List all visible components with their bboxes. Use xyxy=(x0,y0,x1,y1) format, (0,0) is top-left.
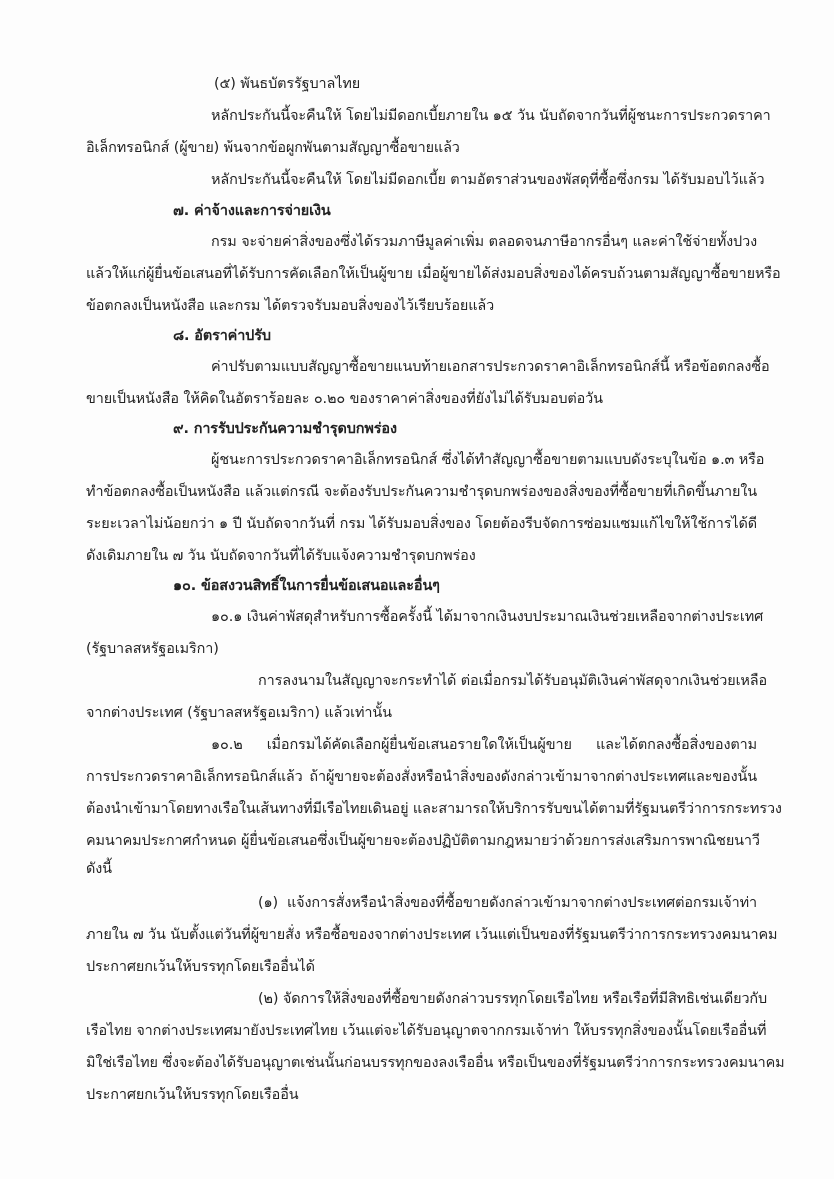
paragraph-line: จากต่างประเทศ (รัฐบาลสหรัฐอเมริกา) แล้วเท่านั้น xyxy=(86,705,392,721)
paragraph-line: ทำข้อตกลงซื้อเป็นหนังสือ แล้วแต่กรณี จะต้องรับประกันความชำรุดบกพร่องของสิ่งของที่ซื้อขายที่เกิดขึ้นภายใน xyxy=(86,484,757,500)
paragraph-line: ดังนี้ xyxy=(86,861,112,877)
paragraph-line: ดังเดิมภายใน ๗ วัน นับถัดจากวันที่ได้รับแจ้งความชำรุดบกพร่อง xyxy=(86,548,476,564)
paragraph-line: ขายเป็นหนังสือ ให้คิดในอัตราร้อยละ ๐.๒๐ ของราคาค่าสิ่งของที่ยังไม่ได้รับมอบต่อวัน xyxy=(86,391,603,407)
section-9-heading: ๙. การรับประกันความชำรุดบกพร่อง xyxy=(173,421,397,437)
paragraph-line: ผู้ชนะการประกวดราคาอิเล็กทรอนิกส์ ซึ่งได้ทำสัญญาซื้อขายตามแบบดังระบุในข้อ ๑.๓ หรือ xyxy=(211,452,765,468)
paragraph-line: มิใช่เรือไทย ซึ่งจะต้องได้รับอนุญาตเช่นนั้นก่อนบรรทุกของลงเรืออื่น หรือเป็นของที่รัฐมนตรีว่าการกระทรวงคมนาคม xyxy=(86,1055,785,1071)
paragraph-line: การลงนามในสัญญาจะกระทำได้ ต่อเมื่อกรมได้รับอนุมัติเงินค่าพัสดุจากเงินช่วยเหลือ xyxy=(258,673,768,689)
paragraph-line: คมนาคมประกาศกำหนด ผู้ยื่นข้อเสนอซึ่งเป็นผู้ขายจะต้องปฏิบัติตามกฎหมายว่าด้วยการส่งเสริมการพาณิชยนาวี xyxy=(86,833,760,849)
paragraph-line: ประกาศยกเว้นให้บรรทุกโดยเรืออื่น xyxy=(86,1087,299,1103)
paragraph-line: หลักประกันนี้จะคืนให้ โดยไม่มีดอกเบี้ย ตามอัตราส่วนของพัสดุที่ซื้อซึ่งกรม ได้รับมอบไว้แล้ว xyxy=(211,172,765,188)
paragraph-line: การประกวดราคาอิเล็กทรอนิกส์แล้ว ถ้าผู้ขายจะต้องสั่งหรือนำสิ่งของดังกล่าวเข้ามาจากต่างประเทศและของนั้น xyxy=(86,769,757,785)
paragraph-line: ระยะเวลาไม่น้อยกว่า ๑ ปี นับถัดจากวันที่ กรม ได้รับมอบสิ่งของ โดยต้องรีบจัดการซ่อมแซมแก้ไขให้ใช้การได้ดี xyxy=(86,516,757,532)
paragraph-line: ต้องนำเข้ามาโดยทางเรือในเส้นทางที่มีเรือไทยเดินอยู่ และสามารถให้บริการรับขนได้ตามที่รัฐมนตรีว่าการกระทรวง xyxy=(86,801,782,817)
item-5-thai-govt-bond: (๕) พันธบัตรรัฐบาลไทย xyxy=(214,76,361,92)
paragraph-line: ๑๐.๒ เมื่อกรมได้คัดเลือกผู้ยื่นข้อเสนอรายใดให้เป็นผู้ขาย และได้ตกลงซื้อสิ่งของตาม xyxy=(211,737,757,753)
paragraph-line: ๑๐.๑ เงินค่าพัสดุสำหรับการซื้อครั้งนี้ ได้มาจากเงินงบประมาณเงินช่วยเหลือจากต่างประเทศ xyxy=(211,609,764,625)
paragraph-line: ประกาศยกเว้นให้บรรทุกโดยเรืออื่นได้ xyxy=(86,959,315,975)
paragraph-line: ข้อตกลงเป็นหนังสือ และกรม ได้ตรวจรับมอบสิ่งของไว้เรียบร้อยแล้ว xyxy=(86,298,495,314)
paragraph-line: ค่าปรับตามแบบสัญญาซื้อขายแนบท้ายเอกสารประกวดราคาอิเล็กทรอนิกส์นี้ หรือข้อตกลงซื้อ xyxy=(211,359,770,375)
paragraph-line: หลักประกันนี้จะคืนให้ โดยไม่มีดอกเบี้ยภายใน ๑๕ วัน นับถัดจากวันที่ผู้ชนะการประกวดราคา xyxy=(211,108,771,124)
paragraph-line: เรือไทย จากต่างประเทศมายังประเทศไทย เว้นแต่จะได้รับอนุญาตจากกรมเจ้าท่า ให้บรรทุกสิ่งของนั้นโดยเรืออื่นที่ xyxy=(86,1023,767,1039)
section-10-heading: ๑๐. ข้อสงวนสิทธิ์ในการยื่นข้อเสนอและอื่นๆ xyxy=(173,578,440,594)
section-7-heading: ๗. ค่าจ้างและการจ่ายเงิน xyxy=(173,203,331,219)
paragraph-line: แล้วให้แก่ผู้ยื่นข้อเสนอที่ได้รับการคัดเลือกให้เป็นผู้ขาย เมื่อผู้ขายได้ส่งมอบสิ่งของได้ครบถ้วนตามสัญญาซื้อขายหรือ xyxy=(86,266,781,282)
paragraph-line: กรม จะจ่ายค่าสิ่งของซึ่งได้รวมภาษีมูลค่าเพิ่ม ตลอดจนภาษีอากรอื่นๆ และค่าใช้จ่ายทั้งปวง xyxy=(211,234,757,250)
paragraph-line: (๑) แจ้งการสั่งหรือนำสิ่งของที่ซื้อขายดังกล่าวเข้ามาจากต่างประเทศต่อกรมเจ้าท่า xyxy=(258,895,757,911)
paragraph-line: (๒) จัดการให้สิ่งของที่ซื้อขายดังกล่าวบรรทุกโดยเรือไทย หรือเรือที่มีสิทธิเช่นเดียวกับ xyxy=(258,991,768,1007)
paragraph-line: อิเล็กทรอนิกส์ (ผู้ขาย) พ้นจากข้อผูกพันตามสัญญาซื้อขายแล้ว xyxy=(86,140,460,156)
section-8-heading: ๘. อัตราค่าปรับ xyxy=(173,328,271,344)
paragraph-line: ภายใน ๗ วัน นับตั้งแต่วันที่ผู้ขายสั่ง หรือซื้อของจากต่างประเทศ เว้นแต่เป็นของที่รัฐมนตรีว่าการกระทรวงคมนาคม xyxy=(86,927,778,943)
paragraph-line: (รัฐบาลสหรัฐอเมริกา) xyxy=(86,641,219,657)
